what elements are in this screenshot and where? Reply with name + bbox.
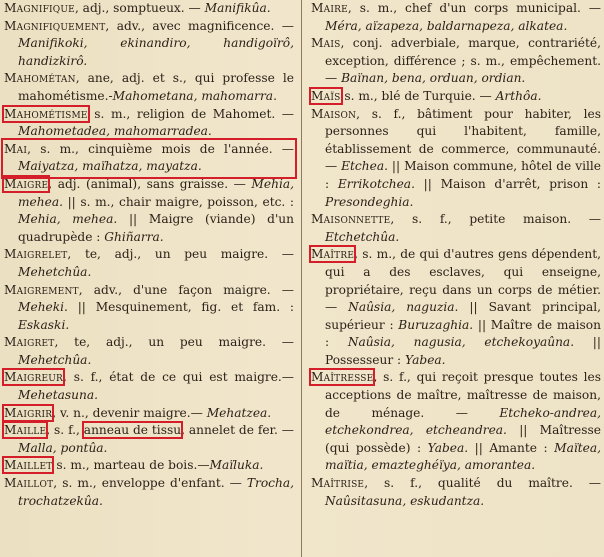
translation: Manifikoki, ekinandiro, handigoïrô, handizkirô.	[18, 36, 294, 68]
headword: Maîtrise	[311, 476, 365, 491]
headword: Mais	[311, 36, 341, 51]
entry-maison	[311, 106, 601, 212]
entry-mai-highlighted	[4, 141, 294, 176]
headword: Mahométan	[4, 71, 76, 86]
headword: Magnifique	[4, 1, 75, 15]
definition: , adv., d'une façon maigre. —	[78, 282, 294, 297]
translation: Ghiñarra.	[104, 229, 164, 244]
entry-maitresse	[311, 369, 601, 475]
entry-magnifiquement	[4, 18, 294, 71]
translation: Trocha, trochatzekûa.	[18, 476, 294, 508]
translation: Naûsia, naguzia.	[348, 300, 459, 315]
definition: , s. f., état de ce qui est maigre.—	[63, 370, 294, 385]
entry-mahometisme	[4, 106, 294, 141]
translation: Manifikûa.	[204, 1, 271, 15]
headword-highlighted: Maillet	[4, 458, 53, 473]
headword: Maigrelet	[4, 247, 68, 262]
definition: || s. m., chair maigre, poisson, etc. :	[62, 194, 294, 209]
translation: Maiyatza, maïhatza, mayatza.	[18, 159, 202, 174]
definition: s. m., blé de Turquie. —	[340, 88, 496, 103]
translation: Naûsia, nagusia, etchekoyaûna.	[347, 335, 575, 350]
definition: , te, adj., un peu maigre. —	[67, 247, 294, 262]
headword-highlighted: Maille	[4, 423, 47, 438]
headword: Maigrement	[4, 282, 79, 297]
headword-highlighted: Maigreur	[4, 370, 64, 385]
translation: Mehia, mehea.	[18, 176, 294, 209]
translation: Méra, aïzapeza, baldarnapeza, alkatea.	[325, 18, 568, 33]
entry-maigrement	[4, 282, 294, 335]
definition: , adv., avec magnificence. —	[105, 18, 294, 33]
headword-highlighted: Maïs	[311, 88, 341, 103]
definition: || Savant principal, supérieur :	[325, 300, 601, 332]
definition: , v. n., devenir maigre.—	[52, 405, 207, 420]
left-column	[4, 0, 294, 510]
translation: Mehia, mehea.	[18, 212, 118, 227]
definition: , s. f., bâtiment pour habiter, les personnes qui l'habitent, famille, établissement de commerce, communauté. —	[325, 106, 601, 174]
definition: || Maîtresse (qui possède) :	[325, 423, 601, 455]
translation: Presondeghia.	[325, 194, 414, 209]
definition: || Amante :	[468, 440, 555, 455]
column-divider	[301, 0, 302, 557]
translation: Yabea.	[427, 440, 469, 455]
translation: Etchetchûa.	[325, 229, 400, 244]
translation: Mehetasuna.	[18, 388, 99, 403]
entry-maigret	[4, 334, 294, 369]
entry-maigrelet	[4, 246, 294, 281]
translation: Meheki.	[18, 300, 68, 315]
entry-maitre	[311, 246, 601, 369]
entry-mahometan	[4, 70, 294, 105]
entry-magnifique	[4, 0, 294, 18]
translation: Errikotchea.	[337, 176, 415, 191]
definition: , s. f., qualité du maître. —	[364, 476, 601, 491]
definition: || Maison commune, hôtel de ville :	[325, 159, 602, 191]
definition: || Maître de maison :	[325, 317, 601, 350]
entry-maillot	[4, 475, 294, 510]
translation: Mahometana, mahomarra.	[112, 88, 277, 103]
definition: s. m., marteau de bois.—	[52, 458, 210, 473]
definition: , te, adj., un peu maigre. —	[54, 335, 294, 350]
definition: , adj. (animal), sans graisse. —	[48, 176, 252, 191]
right-column	[311, 0, 601, 510]
translation: Yabea.	[405, 352, 446, 367]
definition: , annelet de fer. —	[181, 423, 294, 438]
headword-highlighted: Maigrir	[4, 405, 53, 420]
translation: Malla, pontûa.	[18, 440, 108, 455]
headword: Maison	[311, 106, 357, 121]
entry-maire	[311, 0, 601, 35]
definition: || Maison d'arrêt, prison :	[414, 176, 602, 191]
headword: Maisonnette	[311, 212, 391, 227]
translation: Naûsitasuna, eskudantza.	[325, 493, 485, 508]
definition: , s. f.,	[46, 423, 84, 438]
highlighted-phrase: anneau de tissu	[83, 423, 182, 438]
headword: Mai	[4, 141, 28, 156]
definition: || Mesquinement, fig. et fam. :	[67, 300, 294, 315]
headword-highlighted: Maîtresse	[311, 370, 374, 385]
headword: Maire	[311, 1, 348, 15]
entry-maisonnette	[311, 211, 601, 246]
entry-maille	[4, 422, 294, 457]
definition: , s. m., enveloppe d'enfant. —	[53, 476, 247, 491]
translation: Mehetchûa.	[18, 264, 92, 279]
translation: Etchea.	[341, 159, 388, 174]
translation: Mahometadea, mahomarradea.	[18, 124, 212, 139]
entry-maitrise	[311, 475, 601, 510]
translation: Mehatzea.	[206, 405, 272, 420]
entry-mais-conj	[311, 35, 601, 88]
definition: || Maigre (viande) d'un quadrupède :	[18, 212, 294, 244]
entry-maigreur	[4, 369, 294, 404]
definition: s. m., religion de Mahomet. —	[87, 106, 294, 121]
entry-maigrir	[4, 405, 294, 423]
headword: Magnifiquement	[4, 18, 106, 33]
headword-highlighted: Mahométisme	[4, 106, 88, 121]
headword-highlighted: Maître	[311, 247, 355, 262]
translation: Mehetchûa.	[18, 352, 92, 367]
entry-maigre	[4, 176, 294, 246]
definition: , s. m., chef d'un corps municipal. —	[347, 1, 601, 15]
headword-highlighted: Maigre	[4, 176, 49, 191]
definition: || Possesseur :	[325, 335, 601, 367]
entry-mais-noun	[311, 88, 601, 106]
translation: Baïnan, bena, orduan, ordian.	[341, 71, 526, 86]
translation: Eskaski.	[18, 317, 70, 332]
translation: Maïtea, maïtia, emazteghéïya, amorantea.	[325, 440, 601, 473]
headword: Maillot	[4, 476, 54, 491]
definition: , ane, adj. et s., qui professe le mahométisme.-	[18, 71, 294, 103]
translation: Buruzaghia.	[398, 317, 474, 332]
definition: , s. m., de qui d'autres gens dépendent, qui a des esclaves, qui enseigne, propriétaire, reçu dans un corps de métier. —	[325, 247, 601, 315]
definition: , s. f., petite maison. —	[390, 212, 601, 227]
translation: Maïluka.	[209, 458, 264, 473]
definition: , s. f., qui reçoit presque toutes les acceptions de maître, maîtresse de maison, de ménage. —	[325, 370, 601, 420]
translation: Arthôa.	[495, 88, 542, 103]
translation: Etcheko-andrea, etchekondrea, etcheandrea.	[325, 405, 601, 438]
definition: , adj., somptueux. —	[74, 1, 205, 15]
definition: , s. m., cinquième mois de l'année. —	[27, 141, 294, 156]
headword: Maigret	[4, 335, 55, 350]
definition: , conj. adverbiale, marque, contrariété, exception, différence ; s. m., empêchement. —	[325, 36, 601, 86]
entry-maillet	[4, 457, 294, 475]
